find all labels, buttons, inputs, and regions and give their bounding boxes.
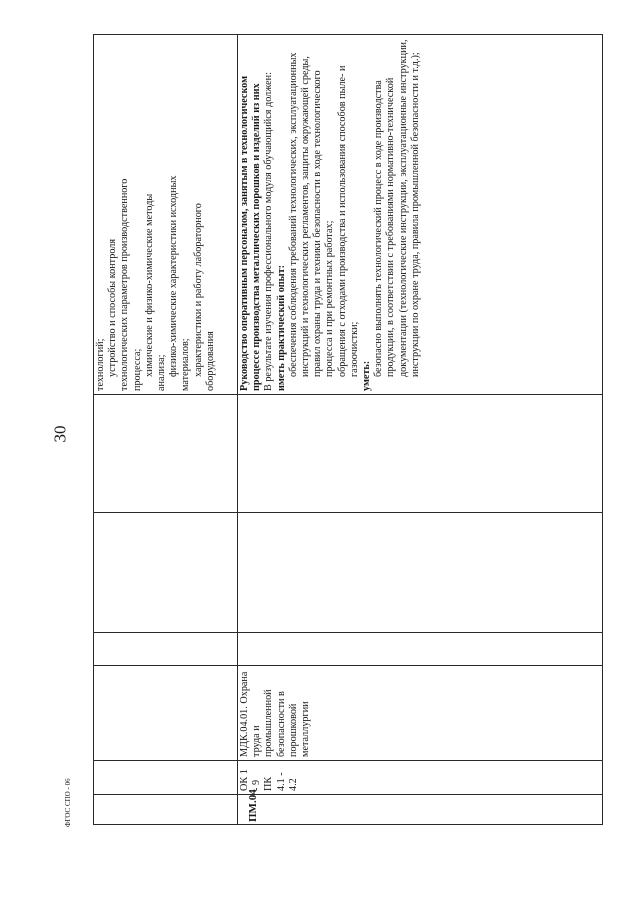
- row2-cell-empty: [238, 633, 603, 666]
- footer-label: ФГОС СПО - 06: [64, 778, 72, 827]
- row2-cell-empty: [238, 513, 603, 633]
- competencies-cell: ОК 1 - 9 ПК 4.1 - 4.2: [238, 761, 603, 795]
- mdk-cell: МДК.04.01. Охрана труда и промышленной безопасности в порошковой металлургии: [238, 666, 603, 761]
- module-code: ПМ.04: [247, 789, 259, 822]
- table-row: [238, 35, 603, 825]
- row2-cell-empty: [238, 395, 603, 513]
- row1-cell-empty: [94, 795, 238, 825]
- module-title: Руководство оперативным персоналом, занятым в технологическом процессе производства металлических порошков и изделий из них: [239, 75, 263, 391]
- row1-cell-empty: [94, 513, 238, 633]
- row2-cell-empty: [238, 795, 603, 825]
- table-row: [94, 35, 238, 825]
- row1-cell-empty: [94, 761, 238, 795]
- row1-cell-empty: [94, 395, 238, 513]
- page-number: 30: [50, 425, 70, 443]
- row1-cell-empty: [94, 666, 238, 761]
- rotated-page-content: [93, 35, 603, 825]
- row1-cell-empty: [94, 633, 238, 666]
- row1-knowledge-cell: технологий; устройство и способы контроля технологических параметров производственного процесса; химические и физико-химические методы анализа; физико-химические характеристики исходных материалов; характеристики и работу лабораторного оборудования: [94, 35, 238, 395]
- module-content-cell: Руководство оперативным персоналом, занятым в технологическом процессе производства металлических порошков и изделий из них В результате изучения профессионального модуля обучающийся должен: иметь практический опыт: обеспечения соблюдения требований технологических, эксплуатационных инструкций и технологических регламентов, защиты окружающей среды, правил охраны труда и техники безопасности в ходе технологического процесса и при ремонтных работах; обращения с отходами производства и использования способов пыле- и газоочистки; уметь: безопасно выполнять технологический процесс в ходе производства продукции, в соответствии с требованиями нормативно-технической документации (технологические инструкции, эксплуатационные инструкции, инструкции по охране труда, правила промышленной безопасности и т.д.);: [238, 35, 603, 395]
- curriculum-table: [93, 34, 603, 825]
